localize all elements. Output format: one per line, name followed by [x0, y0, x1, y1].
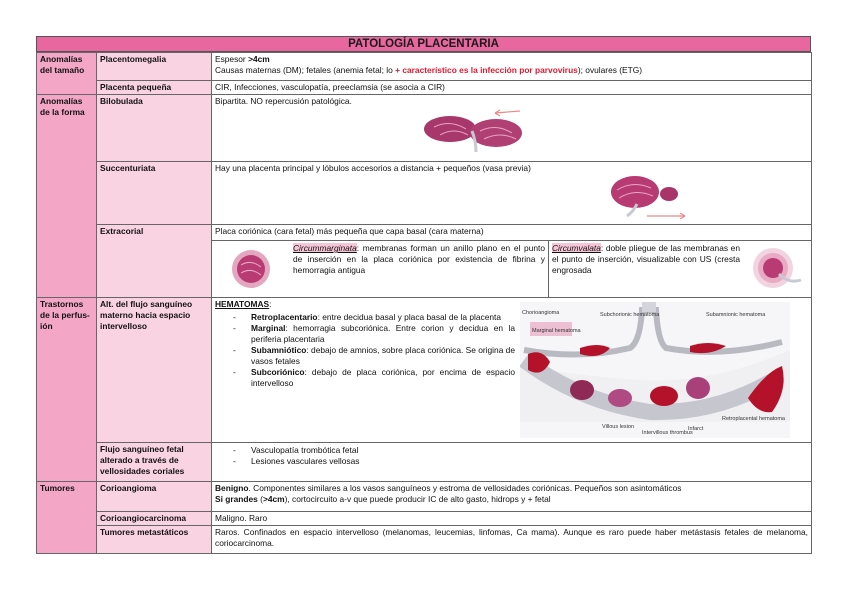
placentomegalia-highlight: + característico es la infección por parvovirus [395, 65, 578, 75]
list-item [233, 312, 515, 323]
hematoma-term: Subcoriónico [251, 367, 305, 377]
corioangioma-benign: Benigno [215, 483, 249, 493]
hematoma-text: : debajo de placa coriónica, por encima de espacio intervelloso [251, 367, 515, 388]
desc-placenta-pequena: CIR, Infecciones, vasculopatía, preeclamsia (se asocia a CIR) [212, 81, 812, 95]
term-flujo-materno: Alt. del flujo sanguíneo materno hacia espacio intervelloso [97, 298, 212, 443]
circumvalata-text: : doble pliegue de las membranas en el punto de inserción, visualizable con US (cresta engrosada [552, 243, 740, 275]
term-flujo-fetal: Flujo sanguíneo fetal alterado a través de vellosidades coriales [97, 443, 212, 482]
corioangioma-paren: ( [257, 494, 263, 504]
label-marginal: Marginal hematoma [532, 328, 581, 334]
corioangioma-size: >4cm [262, 494, 285, 504]
category-tumores: Tumores [37, 482, 97, 554]
term-succenturiata: Succenturiata [97, 162, 212, 225]
term-corioangioma: Corioangioma [97, 482, 212, 512]
succenturiata-text: Hay una placenta principal y lóbulos accesorios a distancia + pequeños (vasa previa) [215, 163, 531, 173]
category-perfusion: Trastornos de la perfus-ión [37, 298, 97, 482]
list-item: - Vasculopatía trombótica fetal [233, 445, 808, 456]
row-corioangioma [37, 482, 812, 512]
bilobed-placenta-figure [420, 107, 550, 155]
placentomegalia-causes: Causas maternas (DM); fetales (anemia fetal; lo [215, 65, 396, 75]
category-forma: Anomalías de la forma [37, 95, 97, 298]
row-placentomegalia [37, 53, 812, 81]
desc-placentomegalia [212, 53, 812, 81]
list-item [233, 345, 515, 367]
row-flujo-materno [37, 298, 812, 443]
row-bilobulada [37, 95, 812, 162]
corioangioma-text2: ), cortocircuito a-v que puede producir IC de alto gasto, hidrops y + fetal [284, 494, 551, 504]
circummarginata-description [290, 241, 549, 297]
term-extracorial: Extracorial [97, 225, 212, 298]
desc-bilobulada [212, 95, 812, 162]
desc-corioangiocarcinoma: Maligno. Raro [212, 512, 812, 526]
circummarginata-text: : membranas forman un anillo plano en el punto de inserción en la placa coriónica por existencia de fibrina y hemorragia antigua [293, 243, 545, 275]
circummarginata-term: Circummarginata [293, 243, 357, 253]
hematomas-list [215, 312, 515, 389]
list-item: - Lesiones vasculares vellosas [233, 456, 808, 467]
hematomas-heading-colon: : [269, 299, 272, 309]
bilobulada-text: Bipartita. NO repercusión patológica. [215, 96, 352, 106]
term-placenta-pequena: Placenta pequeña [97, 81, 212, 95]
label-infarct: Infarct [688, 426, 704, 432]
term-metastaticos: Tumores metastáticos [97, 526, 212, 554]
row-extracorial [37, 225, 812, 241]
row-succenturiata [37, 162, 812, 225]
hematoma-term: Retroplacentario [251, 312, 318, 322]
hematoma-term: Subamniótico [251, 345, 307, 355]
page-title: PATOLOGÍA PLACENTARIA [36, 36, 811, 52]
desc-flujo-fetal [212, 443, 812, 482]
placentomegalia-causes-end: ); ovulares (ETG) [577, 65, 643, 75]
flujo-fetal-list [215, 445, 808, 467]
row-metastaticos [37, 526, 812, 554]
hematoma-term: Marginal [251, 323, 286, 333]
label-villous-lesion: Villous lesion [602, 424, 635, 430]
circumvalata-term: Circumvalata [552, 243, 601, 253]
circummarginate-placenta-figure [229, 247, 273, 291]
label-chorangioma: Chorioangioma [522, 310, 560, 316]
circumvalata-description [549, 241, 743, 297]
placentomegalia-thickness: >4cm [248, 54, 270, 64]
extracorial-types-cell [212, 241, 812, 298]
corioangioma-text1: . Componentes similares a los vasos sanguíneos y estroma de vellosidades coriónicas. Pequeños son asintomáticos [248, 483, 682, 493]
hematomas-heading: HEMATOMAS [215, 299, 270, 309]
hematoma-diagram [520, 302, 790, 438]
placentomegalia-line1: Espesor [215, 54, 249, 64]
category-tamano: Anomalías del tamaño [37, 53, 97, 95]
term-placentomegalia: Placentomegalia [97, 53, 212, 81]
term-bilobulada: Bilobulada [97, 95, 212, 162]
desc-extracorial: Placa coriónica (cara fetal) más pequeña que capa basal (cara materna) [212, 225, 812, 241]
desc-flujo-materno [212, 298, 812, 443]
desc-corioangioma [212, 482, 812, 512]
circumvallate-placenta-figure [749, 244, 805, 294]
desc-succenturiata [212, 162, 812, 225]
label-retroplacental: Retroplacental hematoma [722, 416, 785, 422]
label-subamnionic: Subamnionic hematoma [706, 312, 766, 318]
list-item [233, 323, 515, 345]
row-corioangiocarcinoma [37, 512, 812, 526]
row-flujo-fetal [37, 443, 812, 482]
row-placenta-pequena [37, 81, 812, 95]
corioangioma-large: Si grandes [215, 494, 258, 504]
hematoma-text: : entre decidua basal y placa basal de la placenta [317, 312, 502, 322]
pathology-table [36, 52, 812, 554]
hematoma-text: : hemorragia subcoriónica. Entre corion y decidua en la periferia placentaria [251, 323, 515, 344]
succenturiate-placenta-figure [607, 174, 697, 220]
label-subchorionic: Subchorionic hematoma [600, 312, 660, 318]
list-item [233, 367, 515, 389]
desc-metastaticos: Raros. Confinados en espacio intervelloso (melanomas, leucemias, linfomas, Ca mama). Aunque es raro puede haber metástasis fetales de melanoma, coriocarcinoma. [212, 526, 812, 554]
label-intervillous-thrombus: Intervillous thrombus [642, 430, 693, 436]
term-corioangiocarcinoma: Corioangiocarcinoma [97, 512, 212, 526]
hematoma-text: : debajo de amnios, sobre placa coriónica. Se origina de vasos fetales [251, 345, 515, 366]
